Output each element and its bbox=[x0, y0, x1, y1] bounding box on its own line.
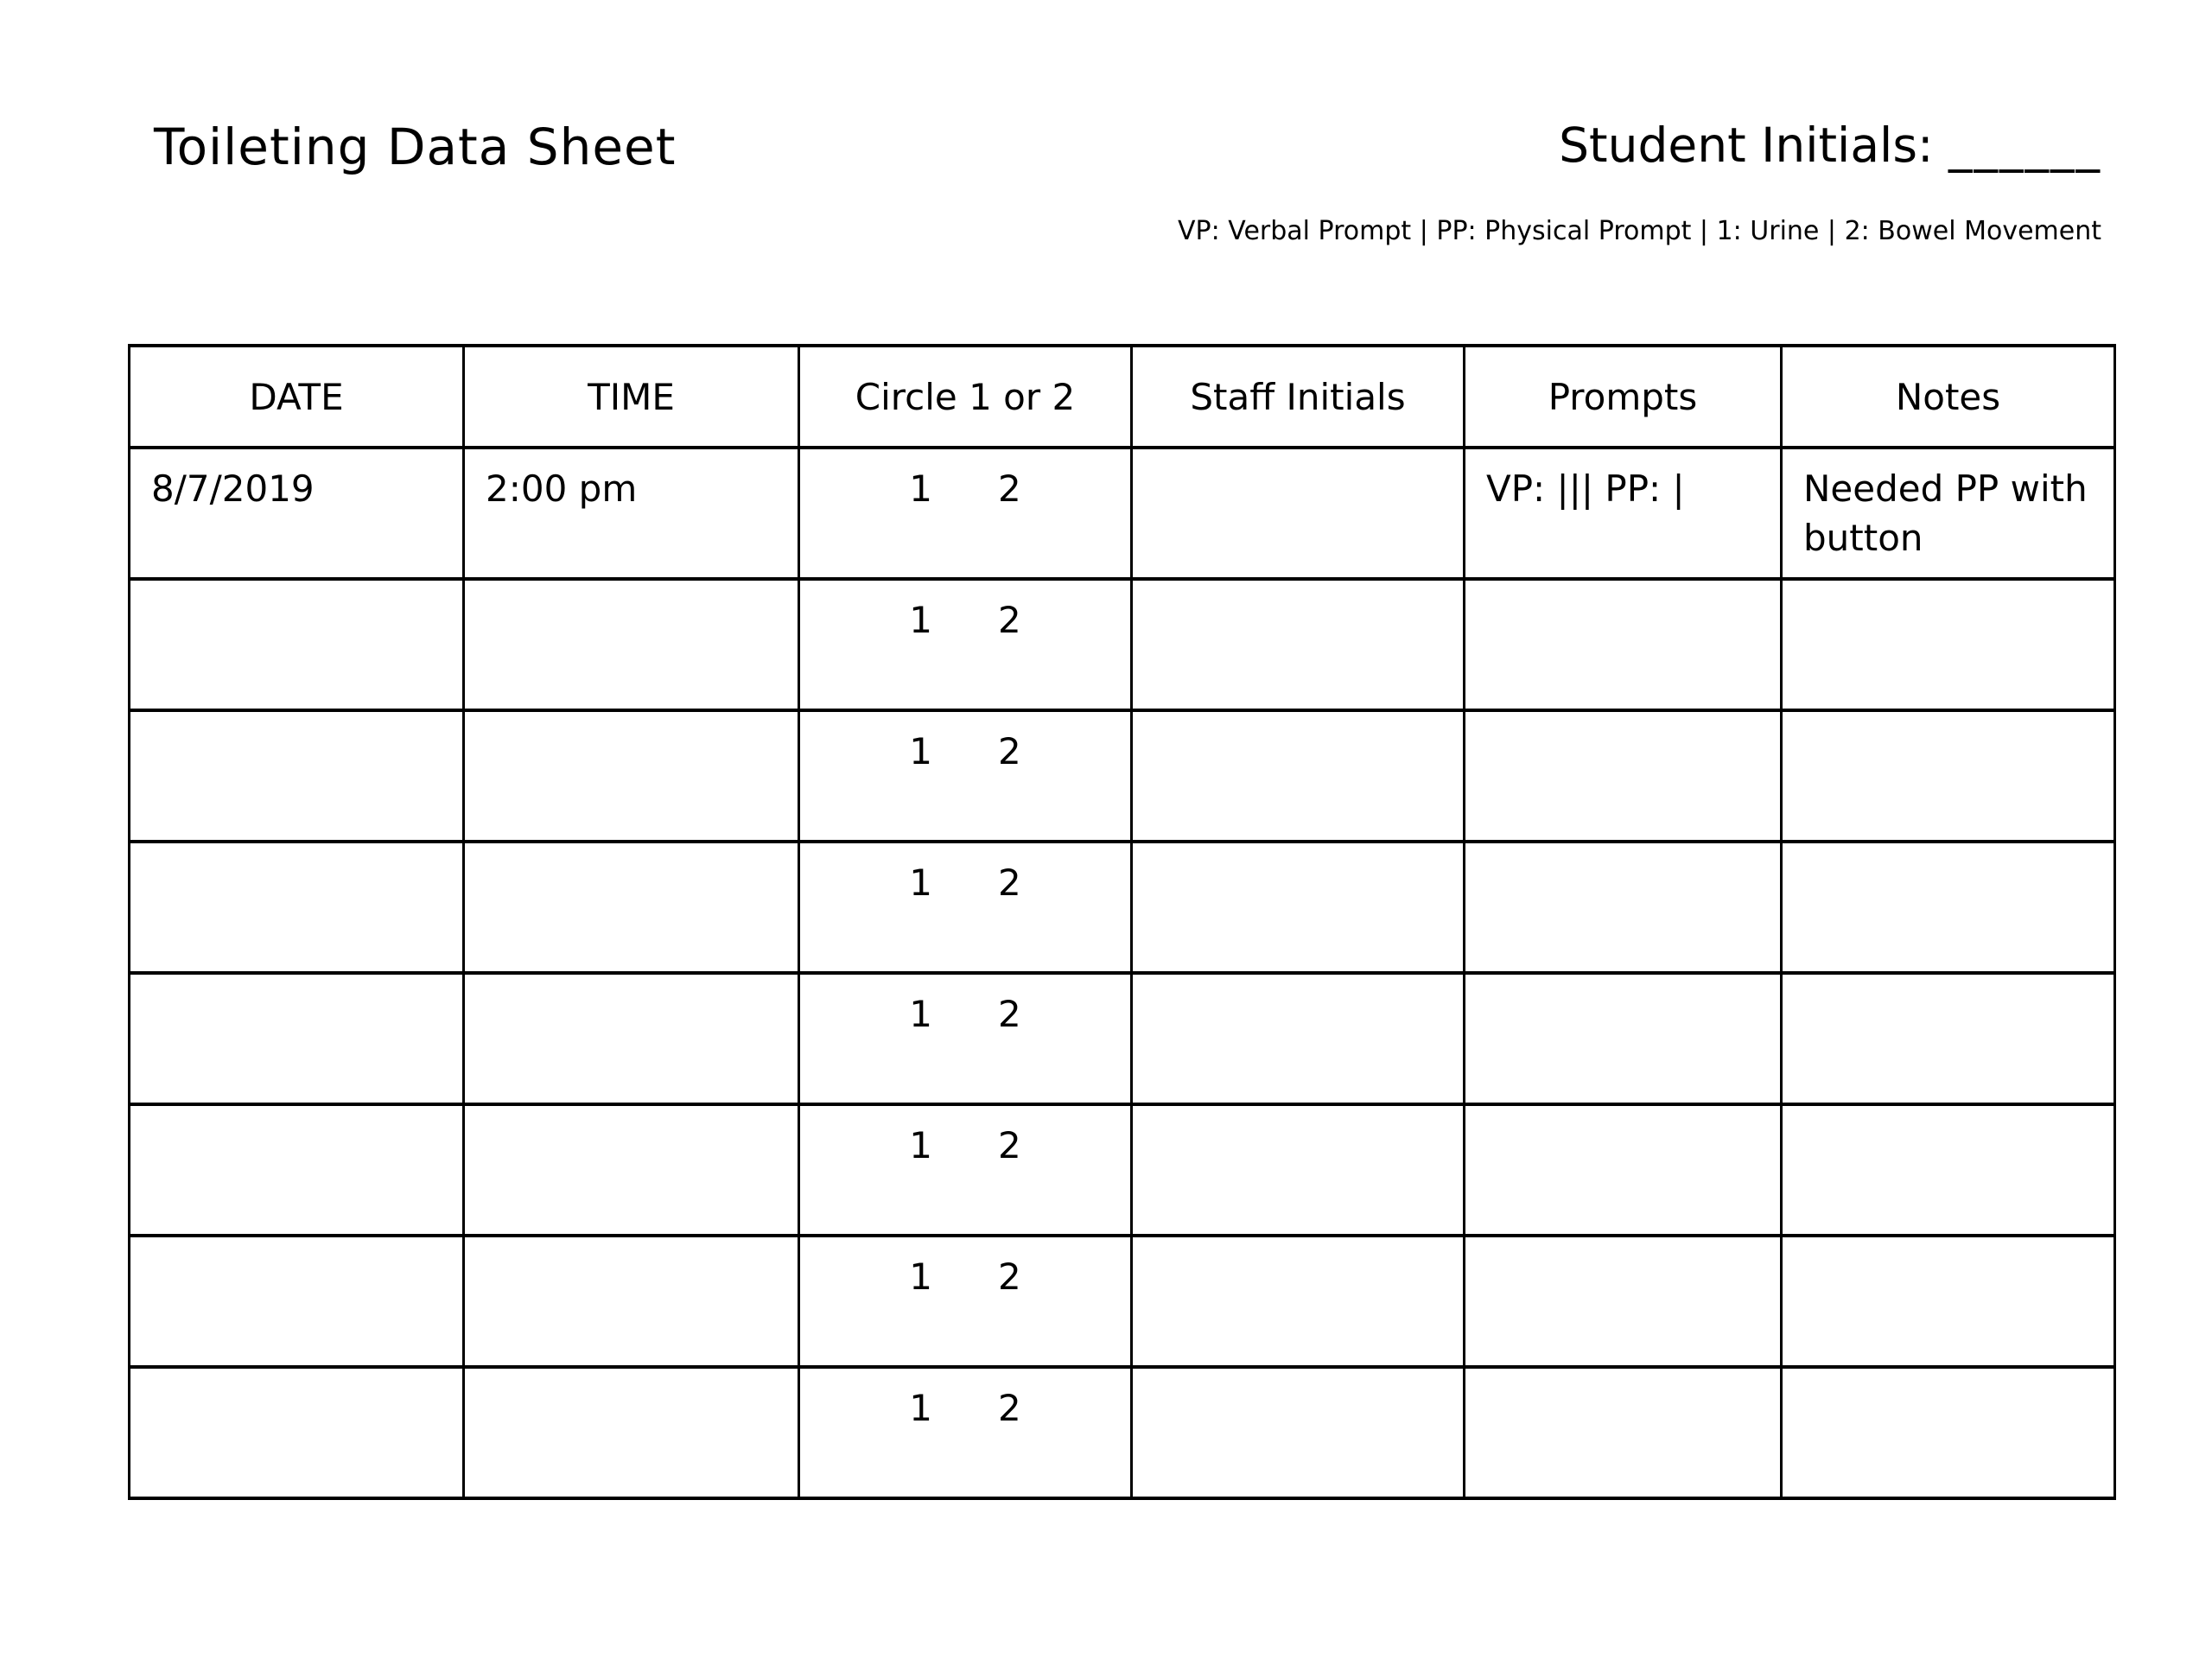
circle-option-1: 1 bbox=[909, 1387, 932, 1429]
student-initials-blank: ______ bbox=[1948, 118, 2101, 173]
header-time: TIME bbox=[464, 346, 799, 448]
circle-option-1: 1 bbox=[909, 1124, 932, 1166]
notes-cell bbox=[1782, 1367, 2115, 1498]
staff-initials-cell bbox=[1132, 1367, 1465, 1498]
legend-abbreviations: VP: Verbal Prompt | PP: Physical Prompt | 1: Urine | 2: Bowel Movement bbox=[1178, 216, 2101, 246]
table-row bbox=[130, 1104, 2115, 1236]
header-notes: Notes bbox=[1782, 346, 2115, 448]
prompts-cell bbox=[1465, 842, 1782, 973]
circle-option-1: 1 bbox=[909, 467, 932, 510]
date-cell bbox=[130, 842, 464, 973]
prompts-cell bbox=[1465, 973, 1782, 1104]
prompts-cell bbox=[1465, 710, 1782, 842]
table-row bbox=[130, 973, 2115, 1104]
circle-option-2: 2 bbox=[998, 1387, 1021, 1429]
circle-option-1: 1 bbox=[909, 730, 932, 772]
time-cell bbox=[464, 579, 799, 710]
date-cell bbox=[130, 973, 464, 1104]
table-row bbox=[130, 842, 2115, 973]
circle-cell bbox=[799, 448, 1132, 579]
page-title: Toileting Data Sheet bbox=[154, 118, 677, 176]
prompts-cell bbox=[1465, 1104, 1782, 1236]
staff-initials-cell bbox=[1132, 448, 1465, 579]
time-cell bbox=[464, 1236, 799, 1367]
notes-cell bbox=[1782, 579, 2115, 710]
date-cell: 8/7/2019 bbox=[130, 448, 464, 579]
prompts-cell: VP: ||| PP: | bbox=[1465, 448, 1782, 579]
date-cell bbox=[130, 1236, 464, 1367]
prompts-cell bbox=[1465, 579, 1782, 710]
header-date: DATE bbox=[130, 346, 464, 448]
time-cell bbox=[464, 973, 799, 1104]
circle-option-1: 1 bbox=[909, 861, 932, 904]
header-prompts: Prompts bbox=[1465, 346, 1782, 448]
student-initials-label: Student Initials: bbox=[1559, 118, 1934, 173]
staff-initials-cell bbox=[1132, 1104, 1465, 1236]
time-cell bbox=[464, 1104, 799, 1236]
staff-initials-cell bbox=[1132, 579, 1465, 710]
circle-cell bbox=[799, 710, 1132, 842]
circle-option-2: 2 bbox=[998, 1255, 1021, 1298]
prompts-cell bbox=[1465, 1236, 1782, 1367]
circle-option-1: 1 bbox=[909, 1255, 932, 1298]
staff-initials-cell bbox=[1132, 973, 1465, 1104]
notes-cell: Needed PP with button bbox=[1782, 448, 2115, 579]
header-circle-1-or-2: Circle 1 or 2 bbox=[799, 346, 1132, 448]
circle-option-1: 1 bbox=[909, 599, 932, 641]
circle-cell bbox=[799, 1367, 1132, 1498]
staff-initials-cell bbox=[1132, 842, 1465, 973]
circle-cell bbox=[799, 842, 1132, 973]
circle-option-2: 2 bbox=[998, 861, 1021, 904]
staff-initials-cell bbox=[1132, 1236, 1465, 1367]
circle-option-2: 2 bbox=[998, 1124, 1021, 1166]
staff-initials-cell bbox=[1132, 710, 1465, 842]
date-cell bbox=[130, 710, 464, 842]
notes-cell bbox=[1782, 1104, 2115, 1236]
table-row bbox=[130, 710, 2115, 842]
circle-cell bbox=[799, 973, 1132, 1104]
table-header-row bbox=[130, 346, 2115, 448]
notes-cell bbox=[1782, 842, 2115, 973]
time-cell bbox=[464, 1367, 799, 1498]
prompts-cell bbox=[1465, 1367, 1782, 1498]
toileting-data-table bbox=[128, 344, 2116, 1500]
date-cell bbox=[130, 1104, 464, 1236]
header-staff-initials: Staff Initials bbox=[1132, 346, 1465, 448]
table-row bbox=[130, 1236, 2115, 1367]
circle-option-2: 2 bbox=[998, 599, 1021, 641]
circle-option-2: 2 bbox=[998, 467, 1021, 510]
table-row bbox=[130, 448, 2115, 579]
time-cell bbox=[464, 842, 799, 973]
circle-cell bbox=[799, 1236, 1132, 1367]
circle-cell bbox=[799, 1104, 1132, 1236]
notes-cell bbox=[1782, 973, 2115, 1104]
table-row bbox=[130, 579, 2115, 710]
date-cell bbox=[130, 579, 464, 710]
table-row bbox=[130, 1367, 2115, 1498]
circle-option-1: 1 bbox=[909, 993, 932, 1035]
circle-cell bbox=[799, 579, 1132, 710]
circle-option-2: 2 bbox=[998, 730, 1021, 772]
date-cell bbox=[130, 1367, 464, 1498]
notes-cell bbox=[1782, 710, 2115, 842]
time-cell bbox=[464, 710, 799, 842]
time-cell: 2:00 pm bbox=[464, 448, 799, 579]
notes-cell bbox=[1782, 1236, 2115, 1367]
circle-option-2: 2 bbox=[998, 993, 1021, 1035]
student-initials bbox=[1559, 118, 2101, 173]
